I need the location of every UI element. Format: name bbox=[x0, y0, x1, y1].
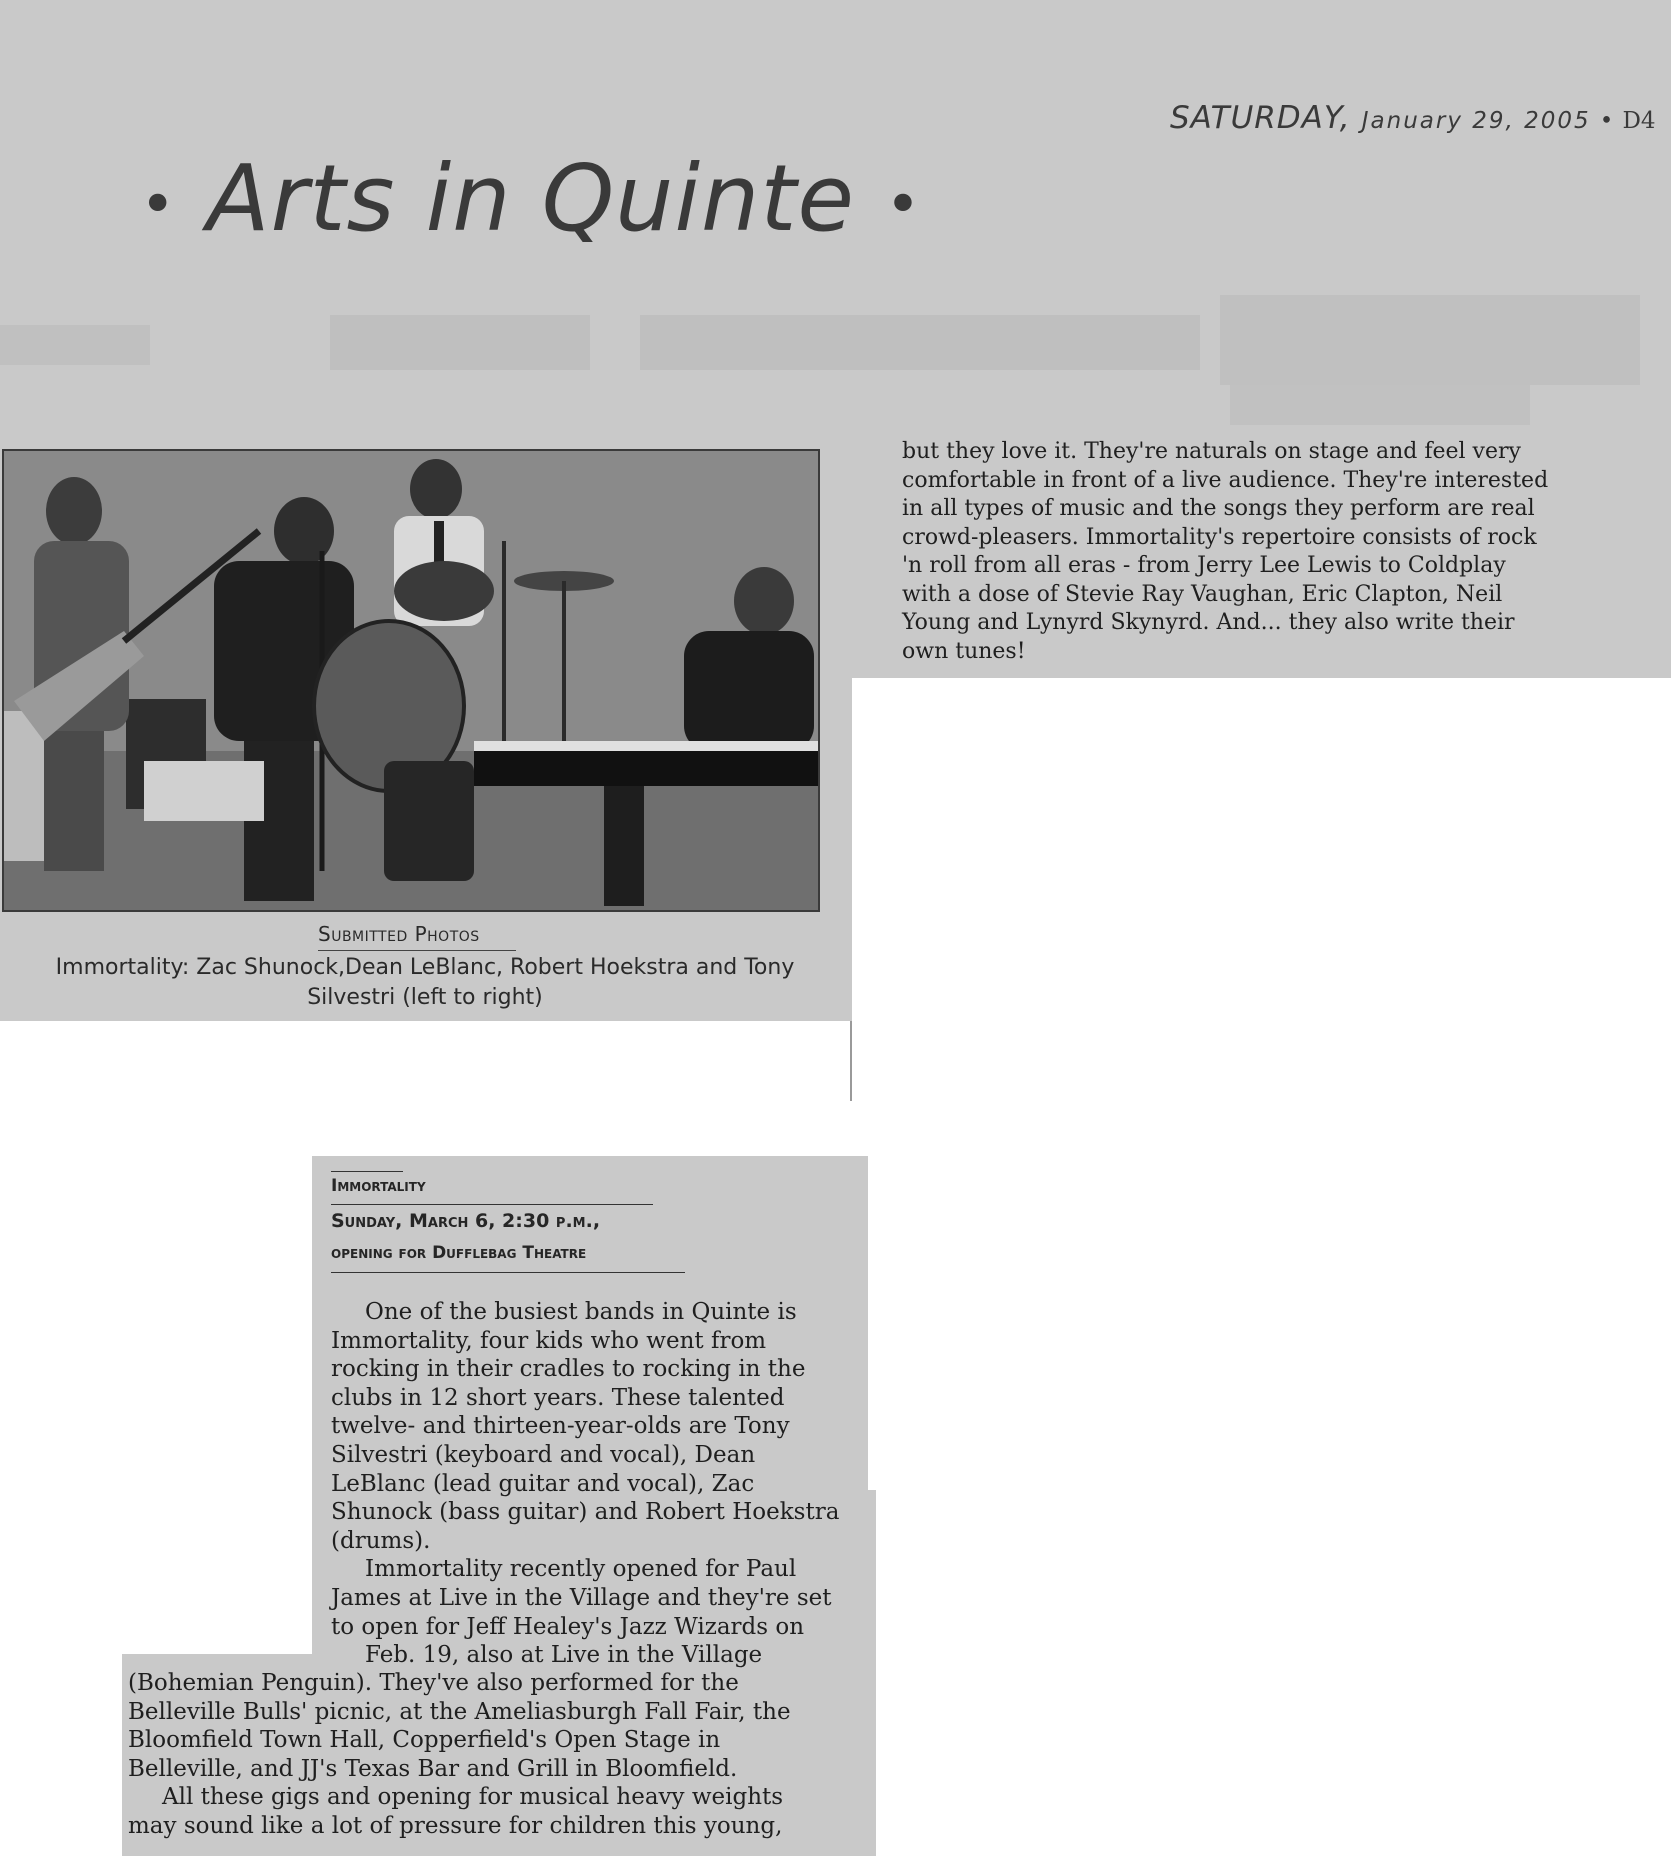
article-line: to open for Jeff Healey's Jazz Wizards on bbox=[331, 1613, 805, 1640]
dateline-day: SATURDAY, bbox=[1170, 100, 1351, 136]
article-line: One of the busiest bands in Quinte is bbox=[365, 1299, 797, 1325]
article-line: comfortable in front of a live audience. They're interested bbox=[902, 467, 1549, 493]
article-line: twelve- and thirteen-year-olds are Tony bbox=[331, 1413, 790, 1440]
article-line: James at Live in the Village and they're set bbox=[331, 1584, 832, 1611]
clipping-edge bbox=[850, 1021, 852, 1101]
photo-credit-rule bbox=[318, 950, 516, 951]
event-date-time: Sunday, March 6, 2:30 p.m., bbox=[331, 1210, 601, 1232]
article-line: Belleville, and JJ's Texas Bar and Grill in Bloomfield. bbox=[128, 1755, 738, 1782]
article-line: Shunock (bass guitar) and Robert Hoekstra bbox=[331, 1499, 840, 1526]
section-title bbox=[140, 145, 922, 252]
article-line: All these gigs and opening for musical heavy weights bbox=[162, 1784, 784, 1811]
dateline-page: D4 bbox=[1622, 108, 1656, 134]
title-bullet-right: • bbox=[885, 169, 922, 240]
article-body-lower bbox=[128, 1669, 791, 1841]
article-line: 'n roll from all eras - from Jerry Lee Lewis to Coldplay bbox=[902, 553, 1506, 578]
event-venue: opening for Dufflebag Theatre bbox=[331, 1243, 587, 1263]
article-line: Bloomfield Town Hall, Copperfield's Open Stage in bbox=[128, 1727, 721, 1754]
article-continuation-column bbox=[902, 438, 1662, 666]
dateline bbox=[1170, 100, 1656, 136]
article-line: LeBlanc (lead guitar and vocal), Zac bbox=[331, 1470, 755, 1497]
article-line: Belleville Bulls' picnic, at the Ameliasburgh Fall Fair, the bbox=[128, 1698, 791, 1725]
article-line: Silvestri (keyboard and vocal), Dean bbox=[331, 1441, 756, 1468]
article-line: rocking in their cradles to rocking in the bbox=[331, 1356, 806, 1383]
article-line: clubs in 12 short years. These talented bbox=[331, 1384, 785, 1411]
event-rule-top bbox=[331, 1171, 403, 1172]
article-line: (Bohemian Penguin). They've also performed for the bbox=[128, 1670, 739, 1696]
photo-caption: Immortality: Zac Shunock,Dean LeBlanc, Robert Hoekstra and Tony Silvestri (left to right) bbox=[55, 955, 795, 1010]
band-photo bbox=[2, 449, 820, 912]
article-line: (drums). bbox=[331, 1527, 431, 1554]
bleed-through-texture bbox=[0, 285, 1671, 425]
event-rule-name bbox=[331, 1204, 653, 1205]
article-line: crowd-pleasers. Immortality's repertoire consists of rock bbox=[902, 524, 1537, 550]
article-line: may sound like a lot of pressure for children this young, bbox=[128, 1812, 783, 1839]
title-bullet-left: • bbox=[140, 169, 177, 240]
article-line: but they love it. They're naturals on stage and feel very bbox=[902, 439, 1521, 464]
article-line: own tunes! bbox=[902, 638, 1026, 664]
article-line: with a dose of Stevie Ray Vaughan, Eric Clapton, Neil bbox=[902, 581, 1503, 607]
event-name: Immortality bbox=[331, 1176, 426, 1196]
dateline-date: January 29, 2005 bbox=[1361, 108, 1591, 134]
event-rule-bottom bbox=[331, 1272, 685, 1273]
article-line: Feb. 19, also at Live in the Village bbox=[365, 1642, 763, 1669]
article-body-upper bbox=[331, 1298, 839, 1670]
article-line: Young and Lynyrd Skynyrd. And... they also write their bbox=[902, 610, 1515, 635]
dateline-separator: • bbox=[1599, 108, 1614, 134]
article-line: Immortality recently opened for Paul bbox=[365, 1556, 797, 1583]
photo-credit: Submitted Photos bbox=[318, 922, 480, 946]
article-line: in all types of music and the songs they perform are real bbox=[902, 496, 1535, 521]
article-line: Immortality, four kids who went from bbox=[331, 1327, 767, 1354]
section-title-text: Arts in Quinte bbox=[206, 145, 856, 252]
